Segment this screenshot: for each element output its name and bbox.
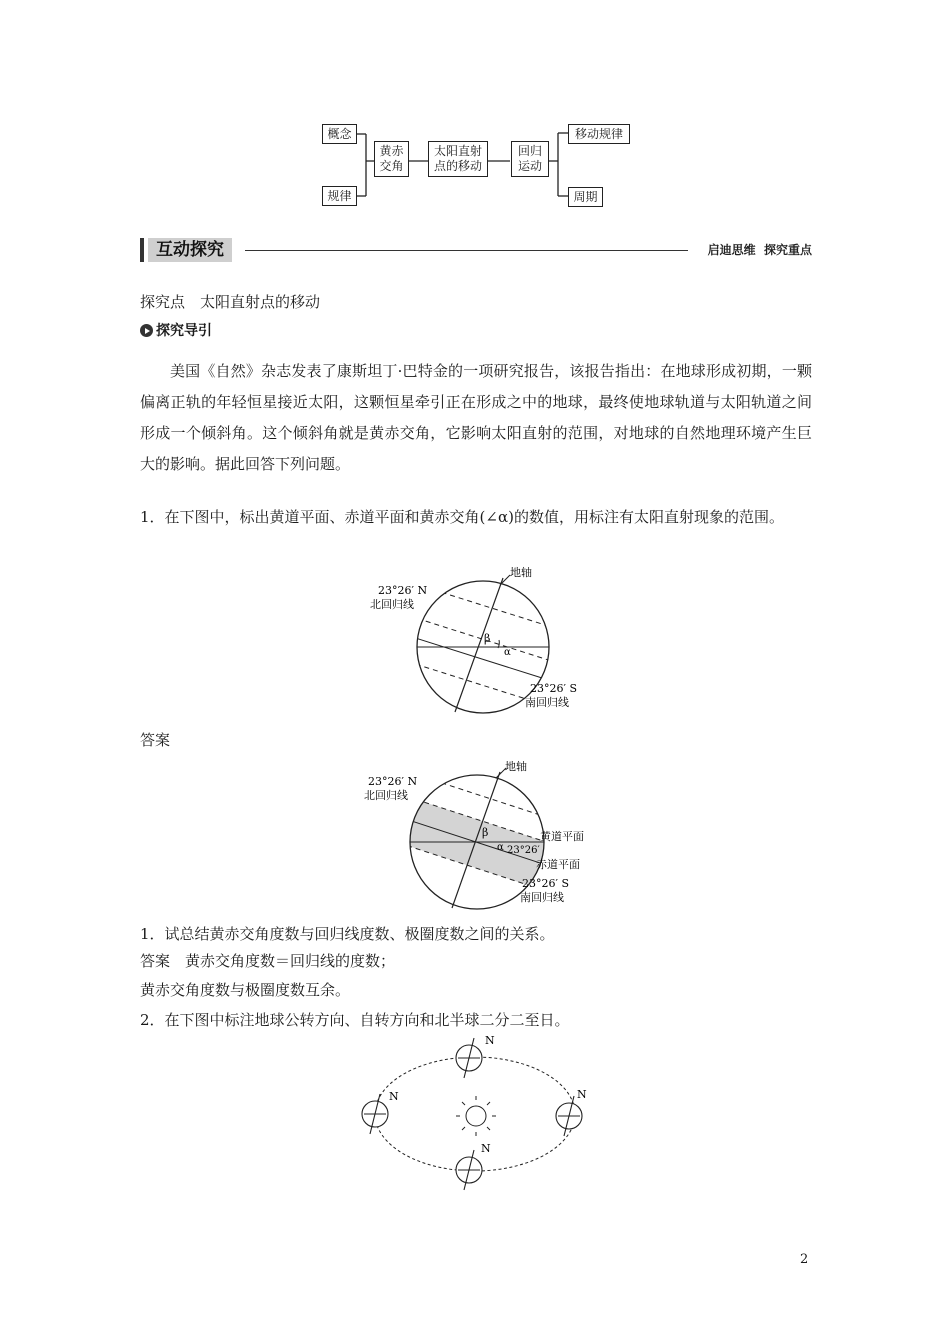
flow-revolution-box <box>511 141 549 177</box>
north-tropic-label: 北回归线 <box>370 598 414 611</box>
flow-pattern-label: 移动规律 <box>574 126 623 141</box>
guide-heading <box>140 320 212 340</box>
north-lat-label: 23°26′ N <box>368 775 418 788</box>
flow-concept-label: 概念 <box>327 126 352 141</box>
alpha-label: α <box>497 842 504 853</box>
south-tropic-label: 南回归线 <box>520 891 564 904</box>
question-1b: 1．试总结黄赤交角度数与回归线度数、极圈度数之间的关系。 <box>140 925 555 943</box>
flow-movement-label: 太阳直射 点的移动 <box>433 144 482 173</box>
flow-pattern-box <box>568 124 630 144</box>
flow-revolution-label: 回归 运动 <box>517 144 542 173</box>
answer-1b-line1: 答案 黄赤交角度数＝回归线的度数； <box>140 952 396 970</box>
alpha-label: α <box>504 647 511 658</box>
ecliptic-label: 黄道平面 <box>540 830 584 843</box>
question-2: 2．在下图中标注地球公转方向、自转方向和北半球二分二至日。 <box>140 1011 570 1029</box>
section-title: 互动探究 <box>148 238 232 262</box>
earth-bottom <box>456 1142 491 1190</box>
flow-period-label: 周期 <box>573 189 598 204</box>
flow-rule-label: 规律 <box>327 188 352 203</box>
intro-paragraph: 美国《自然》杂志发表了康斯坦丁·巴特金的一项研究报告，该报告指出：在地球形成初期，一颗偏离正轨的年轻恒星接近太阳，这颗恒星牵引正在形成之中的地球，最终使地球轨道与太阳轨道之间形成一个倾斜角。这个倾斜角就是黄赤交角，它影响太阳直射的范围，对地球的自然地理环境产生巨大的影响。据此回答下列问题。 <box>140 362 812 473</box>
flow-obliquity-box <box>374 141 409 177</box>
sun-icon <box>456 1096 496 1136</box>
north-tropic-label: 北回归线 <box>364 789 408 802</box>
section-marker <box>140 238 144 262</box>
earth-axis-line <box>455 578 503 712</box>
angle-value-label: 23°26′ <box>507 845 540 856</box>
north-label-bottom: N <box>481 1142 491 1155</box>
topic-heading: 探究点 太阳直射点的移动 <box>140 293 321 311</box>
earth-left <box>362 1090 399 1134</box>
south-lat-label: 23°26′ S <box>530 682 578 695</box>
answer-1b-line2: 黄赤交角度数与极圈度数互余。 <box>140 981 351 999</box>
section-header <box>140 236 812 264</box>
north-lat-label: 23°26′ N <box>378 584 428 597</box>
south-lat-label: 23°26′ S <box>522 877 570 890</box>
flow-concept-box <box>322 124 357 144</box>
flow-obliquity-label: 黄赤 交角 <box>379 144 404 173</box>
north-label-right: N <box>577 1088 587 1101</box>
question-1: 1．在下图中，标出黄道平面、赤道平面和黄赤交角(∠α)的数值，用标注有太阳直射现象的范围。 <box>140 508 784 526</box>
earth-top <box>456 1034 495 1078</box>
beta-label: β <box>484 632 491 645</box>
axis-label: 地轴 <box>510 566 532 579</box>
answer-label-1: 答案 <box>140 731 171 749</box>
north-label-top: N <box>485 1034 495 1047</box>
south-tropic-label: 南回归线 <box>525 696 569 709</box>
beta-label: β <box>482 826 489 839</box>
section-rule <box>245 250 688 251</box>
flow-period-box <box>568 187 603 207</box>
flow-movement-box <box>428 141 488 177</box>
section-subtitle: 启迪思维 探究重点 <box>707 243 812 257</box>
north-label-left: N <box>389 1090 399 1103</box>
flow-rule-box <box>322 186 357 206</box>
axis-label: 地轴 <box>505 760 527 773</box>
figure-3-earth-orbit <box>355 1030 605 1195</box>
page-number: 2 <box>800 1252 809 1267</box>
equator-label: 赤道平面 <box>536 858 580 871</box>
earth-right <box>556 1088 587 1136</box>
play-icon <box>140 324 153 337</box>
figure-1-earth-tilt <box>360 560 600 720</box>
figure-2-earth-tilt-answer <box>360 756 620 916</box>
guide-label: 探究导引 <box>156 323 212 339</box>
